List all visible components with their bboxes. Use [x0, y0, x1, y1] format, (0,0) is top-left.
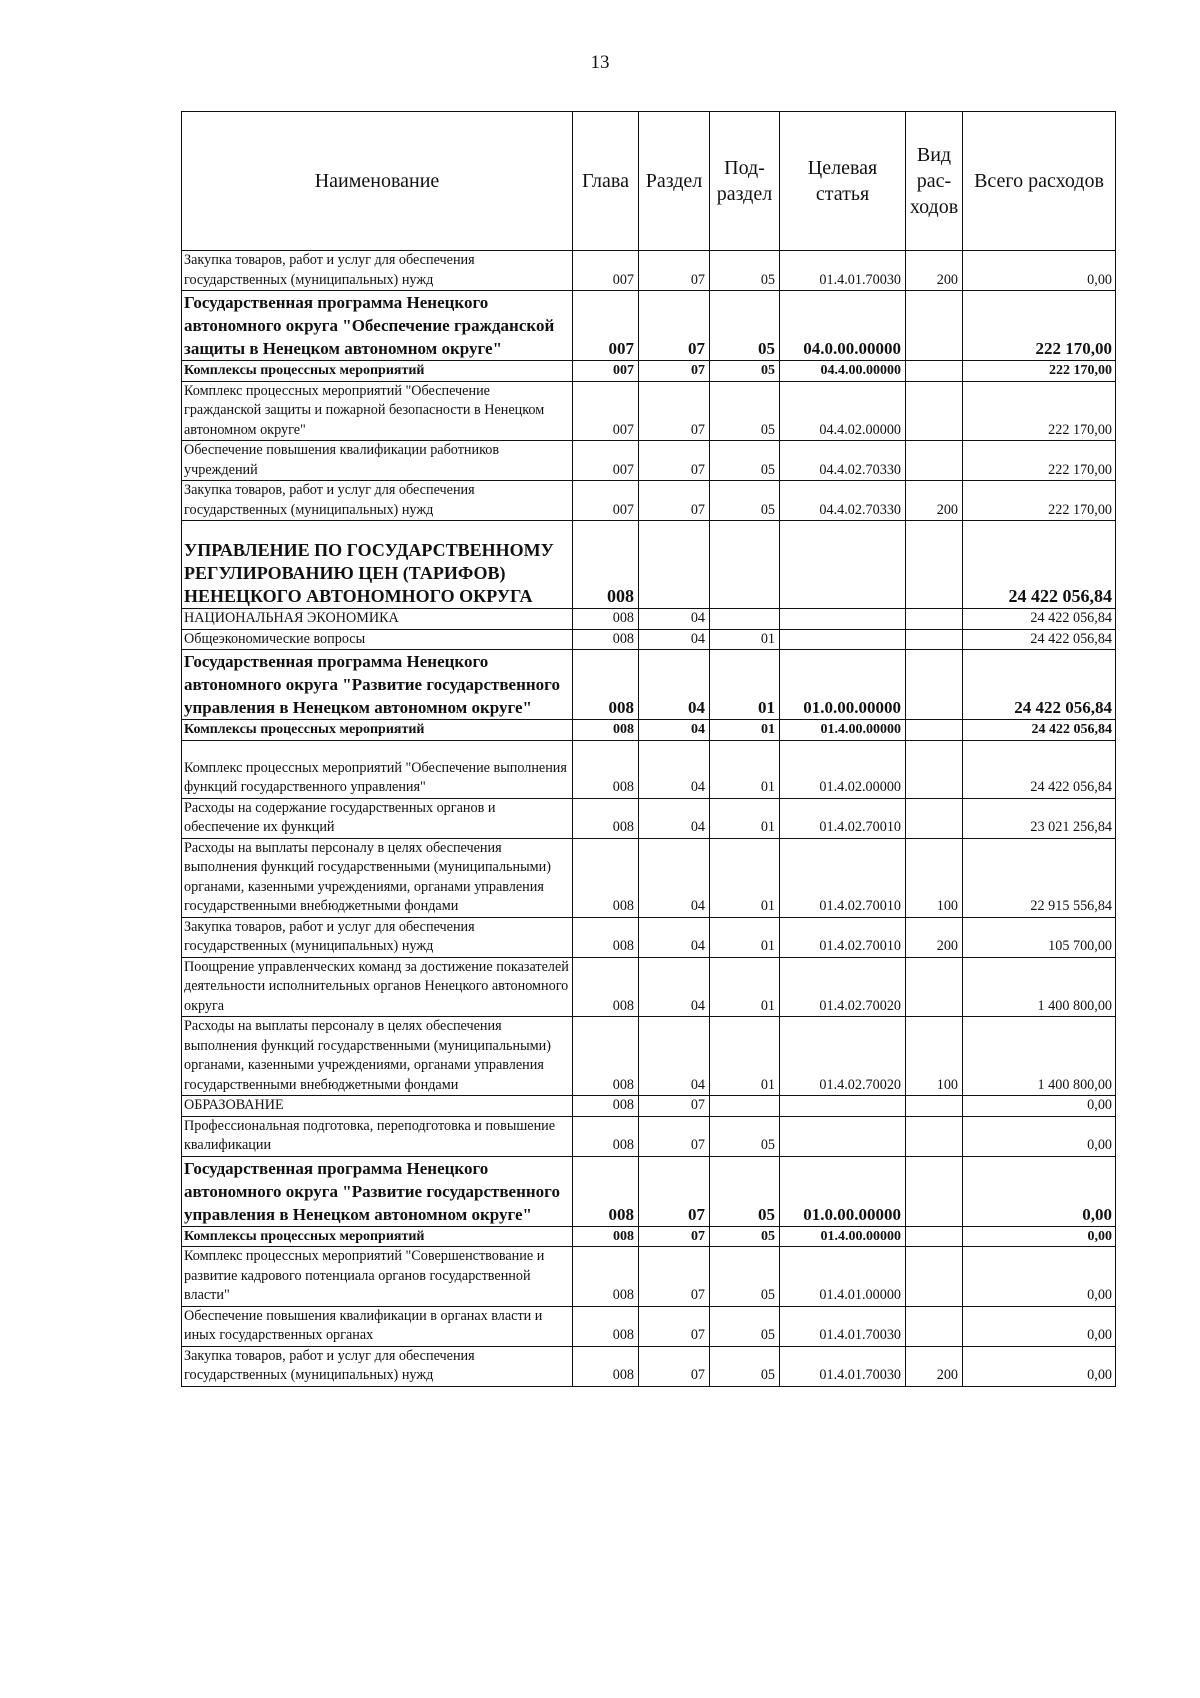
cell-glava: 008 [573, 1096, 639, 1117]
table-row [182, 1226, 1116, 1247]
cell-celevaya: 01.4.02.70010 [780, 917, 906, 957]
table-row [182, 720, 1116, 741]
cell-name: Государственная программа Ненецкого автономного округа "Развитие государственного управления в Ненецком автономном округе" [182, 650, 573, 720]
cell-total: 222 170,00 [963, 381, 1116, 441]
cell-glava: 007 [573, 251, 639, 291]
cell-total: 23 021 256,84 [963, 798, 1116, 838]
cell-celevaya: 01.4.02.70010 [780, 838, 906, 917]
cell-vid [906, 629, 963, 650]
cell-celevaya: 01.4.02.00000 [780, 740, 906, 798]
cell-total: 0,00 [963, 1226, 1116, 1247]
cell-name: Расходы на содержание государственных органов и обеспечение их функций [182, 798, 573, 838]
cell-name: Общеэкономические вопросы [182, 629, 573, 650]
cell-celevaya: 01.4.01.70030 [780, 1346, 906, 1386]
cell-vid [906, 1116, 963, 1156]
cell-total: 24 422 056,84 [963, 740, 1116, 798]
cell-vid: 200 [906, 917, 963, 957]
cell-celevaya: 04.4.02.00000 [780, 381, 906, 441]
cell-podrazdel: 05 [710, 251, 780, 291]
cell-total: 24 422 056,84 [963, 629, 1116, 650]
cell-podrazdel: 05 [710, 381, 780, 441]
cell-celevaya: 01.0.00.00000 [780, 650, 906, 720]
table-row [182, 609, 1116, 630]
cell-vid [906, 1156, 963, 1226]
cell-total: 1 400 800,00 [963, 957, 1116, 1017]
cell-podrazdel: 05 [710, 1247, 780, 1307]
cell-podrazdel: 05 [710, 1346, 780, 1386]
cell-vid: 200 [906, 481, 963, 521]
cell-podrazdel [710, 1096, 780, 1117]
cell-glava: 007 [573, 381, 639, 441]
cell-podrazdel: 01 [710, 838, 780, 917]
cell-vid [906, 609, 963, 630]
cell-vid: 200 [906, 251, 963, 291]
cell-razdel: 07 [639, 481, 710, 521]
table-row [182, 1116, 1116, 1156]
cell-celevaya [780, 629, 906, 650]
cell-glava: 008 [573, 1226, 639, 1247]
cell-name: Государственная программа Ненецкого автономного округа "Обеспечение гражданской защиты в Ненецком автономном округе" [182, 291, 573, 361]
cell-celevaya: 04.4.02.70330 [780, 441, 906, 481]
cell-razdel: 04 [639, 609, 710, 630]
cell-name: Комплекс процессных мероприятий "Совершенствование и развитие кадрового потенциала органов государственной власти" [182, 1247, 573, 1307]
cell-podrazdel: 01 [710, 957, 780, 1017]
table-row [182, 361, 1116, 382]
table-row [182, 1346, 1116, 1386]
cell-glava: 008 [573, 609, 639, 630]
cell-razdel: 04 [639, 1017, 710, 1096]
header-glava: Глава [573, 112, 639, 251]
cell-celevaya: 01.4.01.70030 [780, 1306, 906, 1346]
table-row [182, 629, 1116, 650]
cell-celevaya: 01.4.00.00000 [780, 1226, 906, 1247]
cell-name: Закупка товаров, работ и услуг для обеспечения государственных (муниципальных) нужд [182, 917, 573, 957]
header-celevaya: Целевая статья [780, 112, 906, 251]
cell-razdel: 07 [639, 1247, 710, 1307]
cell-total: 0,00 [963, 1346, 1116, 1386]
cell-celevaya: 01.4.02.70020 [780, 957, 906, 1017]
cell-vid [906, 1226, 963, 1247]
cell-name: Комплекс процессных мероприятий "Обеспечение гражданской защиты и пожарной безопасности в Ненецком автономном округе" [182, 381, 573, 441]
header-podrazdel: Под- раздел [710, 112, 780, 251]
cell-name: Комплекс процессных мероприятий "Обеспечение выполнения функций государственного управления" [182, 740, 573, 798]
cell-vid: 100 [906, 1017, 963, 1096]
cell-total: 0,00 [963, 1096, 1116, 1117]
table-row [182, 1306, 1116, 1346]
page-number: 13 [590, 52, 610, 73]
table-row [182, 291, 1116, 361]
cell-razdel: 07 [639, 1156, 710, 1226]
cell-glava: 008 [573, 1017, 639, 1096]
cell-name: Профессиональная подготовка, переподготовка и повышение квалификации [182, 1116, 573, 1156]
cell-total: 222 170,00 [963, 441, 1116, 481]
cell-name: УПРАВЛЕНИЕ ПО ГОСУДАРСТВЕННОМУ РЕГУЛИРОВАНИЮ ЦЕН (ТАРИФОВ) НЕНЕЦКОГО АВТОНОМНОГО ОКРУГА [182, 521, 573, 609]
cell-razdel: 04 [639, 720, 710, 741]
cell-razdel: 04 [639, 629, 710, 650]
table-row [182, 740, 1116, 798]
cell-celevaya: 04.4.02.70330 [780, 481, 906, 521]
cell-podrazdel: 05 [710, 1306, 780, 1346]
cell-razdel: 07 [639, 381, 710, 441]
table-row [182, 650, 1116, 720]
table-row [182, 441, 1116, 481]
cell-podrazdel: 01 [710, 650, 780, 720]
cell-glava: 008 [573, 917, 639, 957]
cell-total: 222 170,00 [963, 481, 1116, 521]
cell-total: 1 400 800,00 [963, 1017, 1116, 1096]
table-row [182, 251, 1116, 291]
cell-total: 0,00 [963, 1247, 1116, 1307]
cell-vid [906, 650, 963, 720]
cell-glava: 008 [573, 720, 639, 741]
cell-vid [906, 798, 963, 838]
table-row [182, 957, 1116, 1017]
table-header-row [182, 112, 1116, 251]
cell-glava: 008 [573, 1247, 639, 1307]
cell-celevaya: 04.0.00.00000 [780, 291, 906, 361]
cell-podrazdel: 05 [710, 1116, 780, 1156]
header-name: Наименование [182, 112, 573, 251]
table-row [182, 521, 1116, 609]
cell-razdel: 04 [639, 838, 710, 917]
cell-total: 22 915 556,84 [963, 838, 1116, 917]
cell-podrazdel: 05 [710, 1156, 780, 1226]
cell-total: 24 422 056,84 [963, 720, 1116, 741]
cell-celevaya: 01.4.00.00000 [780, 720, 906, 741]
cell-glava: 007 [573, 481, 639, 521]
cell-name: Закупка товаров, работ и услуг для обеспечения государственных (муниципальных) нужд [182, 1346, 573, 1386]
cell-celevaya: 01.4.01.00000 [780, 1247, 906, 1307]
cell-podrazdel: 01 [710, 720, 780, 741]
cell-razdel: 04 [639, 917, 710, 957]
cell-glava: 008 [573, 629, 639, 650]
cell-name: Обеспечение повышения квалификации работников учреждений [182, 441, 573, 481]
cell-vid [906, 381, 963, 441]
cell-razdel: 04 [639, 650, 710, 720]
cell-razdel: 07 [639, 251, 710, 291]
cell-total: 24 422 056,84 [963, 521, 1116, 609]
header-razdel: Раздел [639, 112, 710, 251]
cell-name: Государственная программа Ненецкого автономного округа "Развитие государственного управления в Ненецком автономном округе" [182, 1156, 573, 1226]
cell-total: 222 170,00 [963, 291, 1116, 361]
cell-name: Комплексы процессных мероприятий [182, 361, 573, 382]
cell-podrazdel [710, 521, 780, 609]
header-total: Всего расходов [963, 112, 1116, 251]
cell-podrazdel: 01 [710, 740, 780, 798]
cell-vid [906, 521, 963, 609]
cell-vid [906, 720, 963, 741]
header-vid: Вид рас- ходов [906, 112, 963, 251]
cell-name: НАЦИОНАЛЬНАЯ ЭКОНОМИКА [182, 609, 573, 630]
cell-razdel: 07 [639, 1116, 710, 1156]
cell-razdel: 07 [639, 441, 710, 481]
cell-glava: 008 [573, 1306, 639, 1346]
cell-total: 0,00 [963, 251, 1116, 291]
cell-glava: 008 [573, 1346, 639, 1386]
cell-glava: 008 [573, 798, 639, 838]
cell-name: Расходы на выплаты персоналу в целях обеспечения выполнения функций государственными (муниципальными) органами, казенными учреждениями, органами управления государственными внебюджетными фондами [182, 1017, 573, 1096]
cell-glava: 008 [573, 957, 639, 1017]
table-row [182, 1096, 1116, 1117]
cell-razdel: 07 [639, 1346, 710, 1386]
cell-name: Обеспечение повышения квалификации в органах власти и иных государственных органах [182, 1306, 573, 1346]
cell-vid [906, 1096, 963, 1117]
table-row [182, 1017, 1116, 1096]
cell-vid: 200 [906, 1346, 963, 1386]
cell-vid [906, 740, 963, 798]
cell-total: 0,00 [963, 1306, 1116, 1346]
cell-podrazdel: 05 [710, 361, 780, 382]
table-row [182, 798, 1116, 838]
cell-vid [906, 291, 963, 361]
cell-glava: 008 [573, 1156, 639, 1226]
cell-glava: 008 [573, 521, 639, 609]
cell-podrazdel: 01 [710, 917, 780, 957]
cell-vid: 100 [906, 838, 963, 917]
cell-name: Комплексы процессных мероприятий [182, 720, 573, 741]
cell-glava: 008 [573, 838, 639, 917]
cell-celevaya: 04.4.00.00000 [780, 361, 906, 382]
cell-razdel: 07 [639, 361, 710, 382]
cell-glava: 007 [573, 361, 639, 382]
cell-total: 105 700,00 [963, 917, 1116, 957]
cell-name: Расходы на выплаты персоналу в целях обеспечения выполнения функций государственными (муниципальными) органами, казенными учреждениями, органами управления государственными внебюджетными фондами [182, 838, 573, 917]
cell-glava: 008 [573, 1116, 639, 1156]
cell-razdel: 07 [639, 291, 710, 361]
cell-razdel: 07 [639, 1306, 710, 1346]
table-row [182, 917, 1116, 957]
cell-glava: 008 [573, 740, 639, 798]
cell-name: ОБРАЗОВАНИЕ [182, 1096, 573, 1117]
cell-razdel [639, 521, 710, 609]
cell-podrazdel: 05 [710, 1226, 780, 1247]
table-row [182, 481, 1116, 521]
cell-total: 24 422 056,84 [963, 650, 1116, 720]
cell-total: 24 422 056,84 [963, 609, 1116, 630]
cell-celevaya [780, 1096, 906, 1117]
cell-podrazdel: 01 [710, 798, 780, 838]
cell-glava: 007 [573, 441, 639, 481]
cell-celevaya: 01.4.02.70020 [780, 1017, 906, 1096]
cell-vid [906, 441, 963, 481]
cell-celevaya: 01.4.02.70010 [780, 798, 906, 838]
cell-name: Закупка товаров, работ и услуг для обеспечения государственных (муниципальных) нужд [182, 481, 573, 521]
cell-razdel: 04 [639, 957, 710, 1017]
cell-podrazdel: 05 [710, 441, 780, 481]
table-row [182, 1156, 1116, 1226]
cell-podrazdel: 05 [710, 291, 780, 361]
cell-total: 222 170,00 [963, 361, 1116, 382]
cell-celevaya [780, 609, 906, 630]
cell-vid [906, 1306, 963, 1346]
cell-vid [906, 957, 963, 1017]
cell-razdel: 07 [639, 1226, 710, 1247]
cell-razdel: 07 [639, 1096, 710, 1117]
table-row [182, 381, 1116, 441]
cell-celevaya [780, 1116, 906, 1156]
cell-glava: 007 [573, 291, 639, 361]
cell-total: 0,00 [963, 1116, 1116, 1156]
cell-vid [906, 361, 963, 382]
cell-celevaya: 01.4.01.70030 [780, 251, 906, 291]
cell-name: Комплексы процессных мероприятий [182, 1226, 573, 1247]
cell-celevaya [780, 521, 906, 609]
table-row [182, 1247, 1116, 1307]
cell-total: 0,00 [963, 1156, 1116, 1226]
cell-vid [906, 1247, 963, 1307]
cell-podrazdel: 05 [710, 481, 780, 521]
budget-table [181, 111, 1116, 1387]
cell-podrazdel: 01 [710, 1017, 780, 1096]
cell-podrazdel: 01 [710, 629, 780, 650]
cell-celevaya: 01.0.00.00000 [780, 1156, 906, 1226]
cell-name: Поощрение управленческих команд за достижение показателей деятельности исполнительных органов Ненецкого автономного округа [182, 957, 573, 1017]
cell-podrazdel [710, 609, 780, 630]
cell-name: Закупка товаров, работ и услуг для обеспечения государственных (муниципальных) нужд [182, 251, 573, 291]
cell-glava: 008 [573, 650, 639, 720]
cell-razdel: 04 [639, 740, 710, 798]
table-row [182, 838, 1116, 917]
cell-razdel: 04 [639, 798, 710, 838]
